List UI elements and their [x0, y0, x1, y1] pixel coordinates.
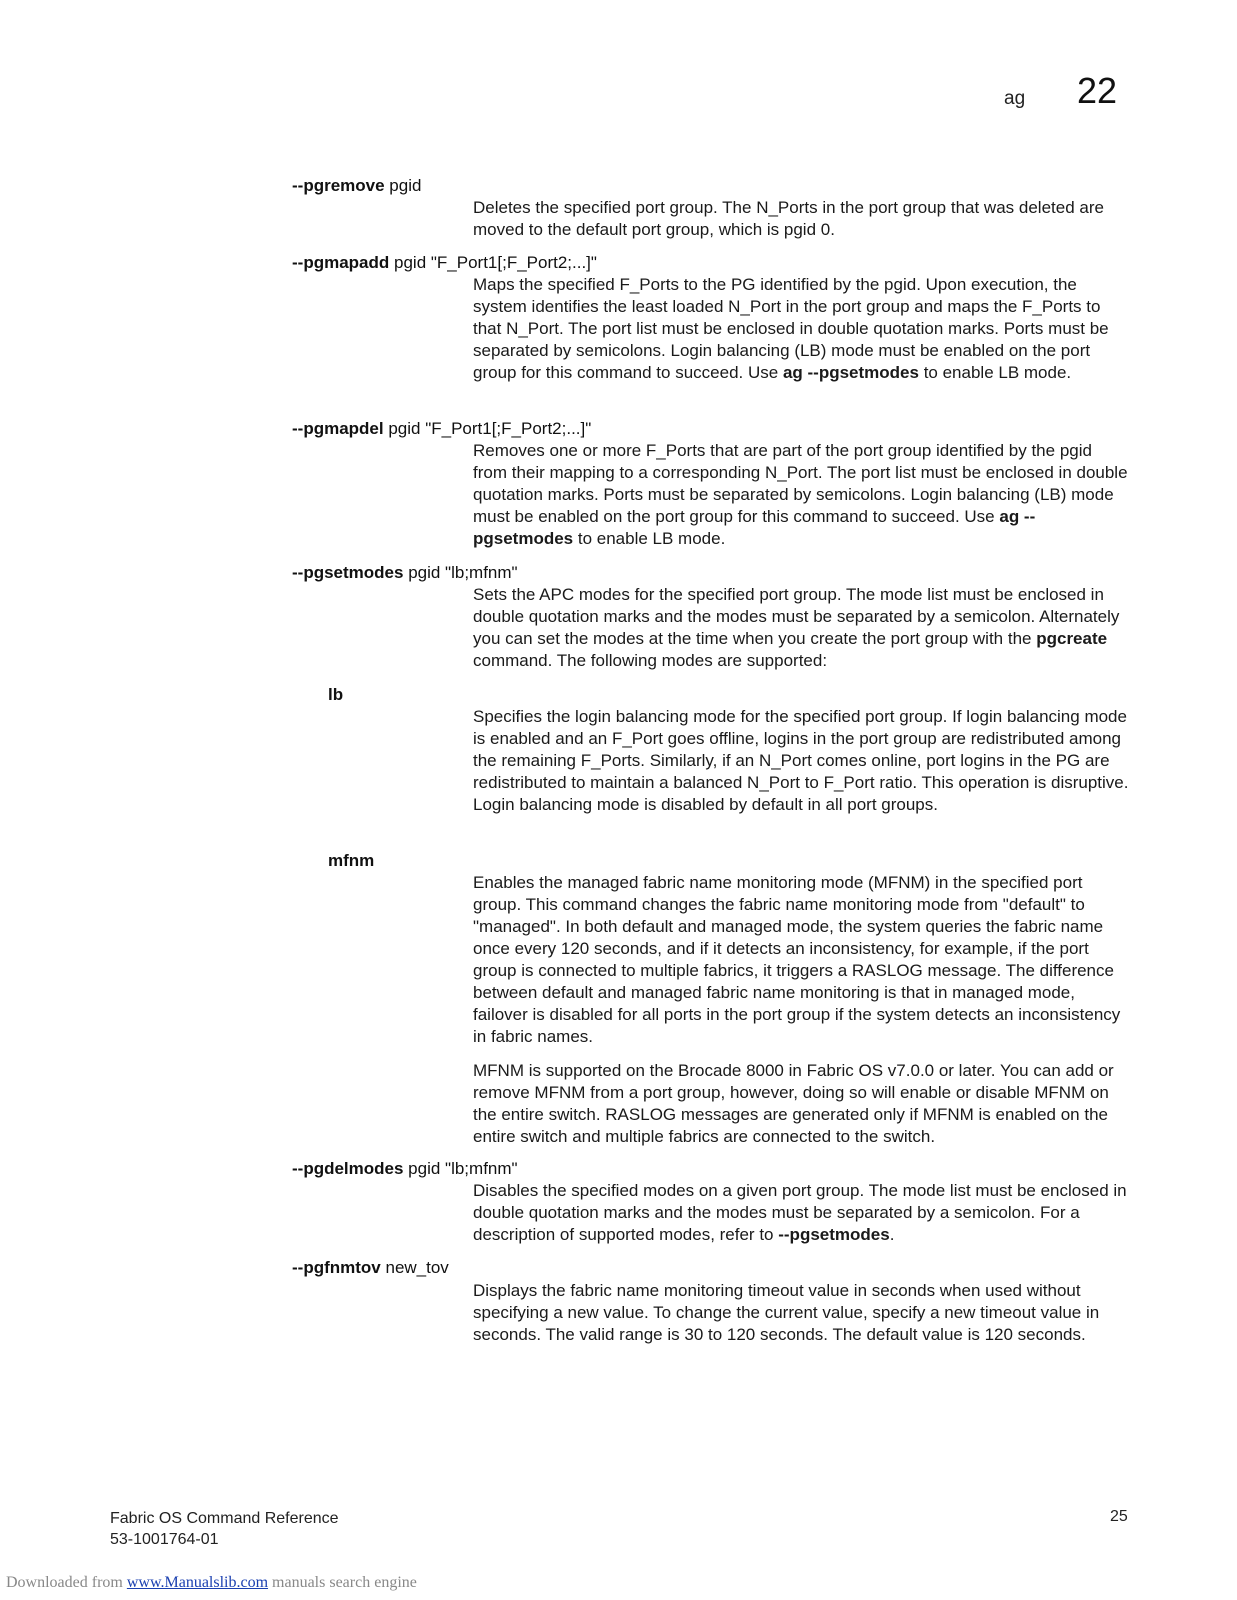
header-chapter-number: 22 [1077, 70, 1118, 111]
mode-description-mfnm-note: MFNM is supported on the Brocade 8000 in Fabric OS v7.0.0 or later. You can add or remove MFNM from a port group, however, doing so will enable or disable MFNM on the entire switch. RASLOG messages are generated only if MFNM is enabled on the entire switch and multiple fabrics are connected to the switch. [473, 1061, 1114, 1146]
option-description-pgmapdel: Removes one or more F_Ports that are part of the port group identified by the pgid from their mapping to a corresponding N_Port. The port list must be enclosed in double quotation marks. Ports must be separated by semicolons. Login balancing (LB) mode must be enabled on the port group for this command to succeed. Use ag --pgsetmodes to enable LB mode. [473, 441, 1128, 548]
mode-term-lb: lb [328, 685, 344, 704]
footer-document-number: 53-1001764-01 [110, 1531, 219, 1548]
download-attribution [6, 1574, 417, 1592]
option-name: --pgmapdel [292, 419, 384, 438]
download-suffix: manuals search engine [268, 1574, 417, 1591]
option-term-pgsetmodes [292, 562, 518, 584]
option-name: --pgdelmodes [292, 1159, 404, 1178]
option-term-pgmapadd [292, 252, 597, 274]
option-args: pgid "F_Port1[;F_Port2;...]" [389, 253, 597, 272]
option-description-pgdelmodes: Disables the specified modes on a given port group. The mode list must be enclosed in double quotation marks and the modes must be separated by a semicolon. For a description of supported modes, refer to --pgsetmodes. [473, 1181, 1127, 1244]
option-name: --pgremove [292, 176, 385, 195]
option-name: --pgfnmtov [292, 1258, 381, 1277]
option-term-pgfnmtov [292, 1257, 449, 1279]
option-args: pgid "F_Port1[;F_Port2;...]" [383, 419, 592, 438]
mode-description-lb: Specifies the login balancing mode for the specified port group. If login balancing mode is enabled and an F_Port goes offline, logins in the port group are redistributed among the remaining F_Ports. Similarly, if an N_Port comes online, port logins in the PG are redistributed to maintain a balanced N_Port to F_Port ratio. This operation is disruptive. Login balancing mode is disabled by default in all port groups. [473, 707, 1129, 814]
download-prefix: Downloaded from [6, 1574, 127, 1591]
option-name: --pgmapadd [292, 253, 390, 272]
option-args: pgid "lb;mfnm" [403, 1159, 518, 1178]
header-section-title: ag [1004, 88, 1026, 109]
option-term-pgdelmodes [292, 1158, 518, 1180]
option-args: pgid "lb;mfnm" [403, 563, 518, 582]
footer-page-number: 25 [1110, 1508, 1128, 1525]
footer-document-title: Fabric OS Command Reference [110, 1510, 339, 1527]
option-description-pgsetmodes: Sets the APC modes for the specified port group. The mode list must be enclosed in double quotation marks and the modes must be separated by a semicolon. Alternately you can set the modes at the time when you create the port group with the pgcreate command. The following modes are supported: [473, 585, 1120, 670]
option-description-pgfnmtov: Displays the fabric name monitoring timeout value in seconds when used without specifying a new value. To change the current value, specify a new timeout value in seconds. The valid range is 30 to 120 seconds. The default value is 120 seconds. [473, 1281, 1100, 1344]
option-name: --pgsetmodes [292, 563, 404, 582]
option-description-pgmapadd: Maps the specified F_Ports to the PG identified by the pgid. Upon execution, the system identifies the least loaded N_Port in the port group and maps the F_Ports to that N_Port. The port list must be enclosed in double quotation marks. Ports must be separated by semicolons. Login balancing (LB) mode must be enabled on the port group for this command to succeed. Use ag --pgsetmodes to enable LB mode. [473, 275, 1109, 382]
option-term-pgmapdel [292, 418, 591, 440]
option-term-pgremove [292, 175, 421, 197]
mode-term-mfnm: mfnm [328, 851, 375, 870]
option-args: new_tov [380, 1258, 449, 1277]
option-args: pgid [384, 176, 422, 195]
mode-description-mfnm: Enables the managed fabric name monitoring mode (MFNM) in the specified port group. This command changes the fabric name monitoring mode from "default" to "managed". In both default and managed mode, the system queries the fabric name once every 120 seconds, and if it detects an inconsistency, for example, if the port group is connected to multiple fabrics, it triggers a RASLOG message. The difference between default and managed fabric name monitoring is that in managed mode, failover is disabled for all ports in the port group if the system detects an inconsistency in fabric names. [473, 873, 1121, 1046]
manualslib-link[interactable]: www.Manualslib.com [126, 1574, 269, 1591]
option-description-pgremove: Deletes the specified port group. The N_Ports in the port group that was deleted are moved to the default port group, which is pgid 0. [473, 198, 1104, 239]
